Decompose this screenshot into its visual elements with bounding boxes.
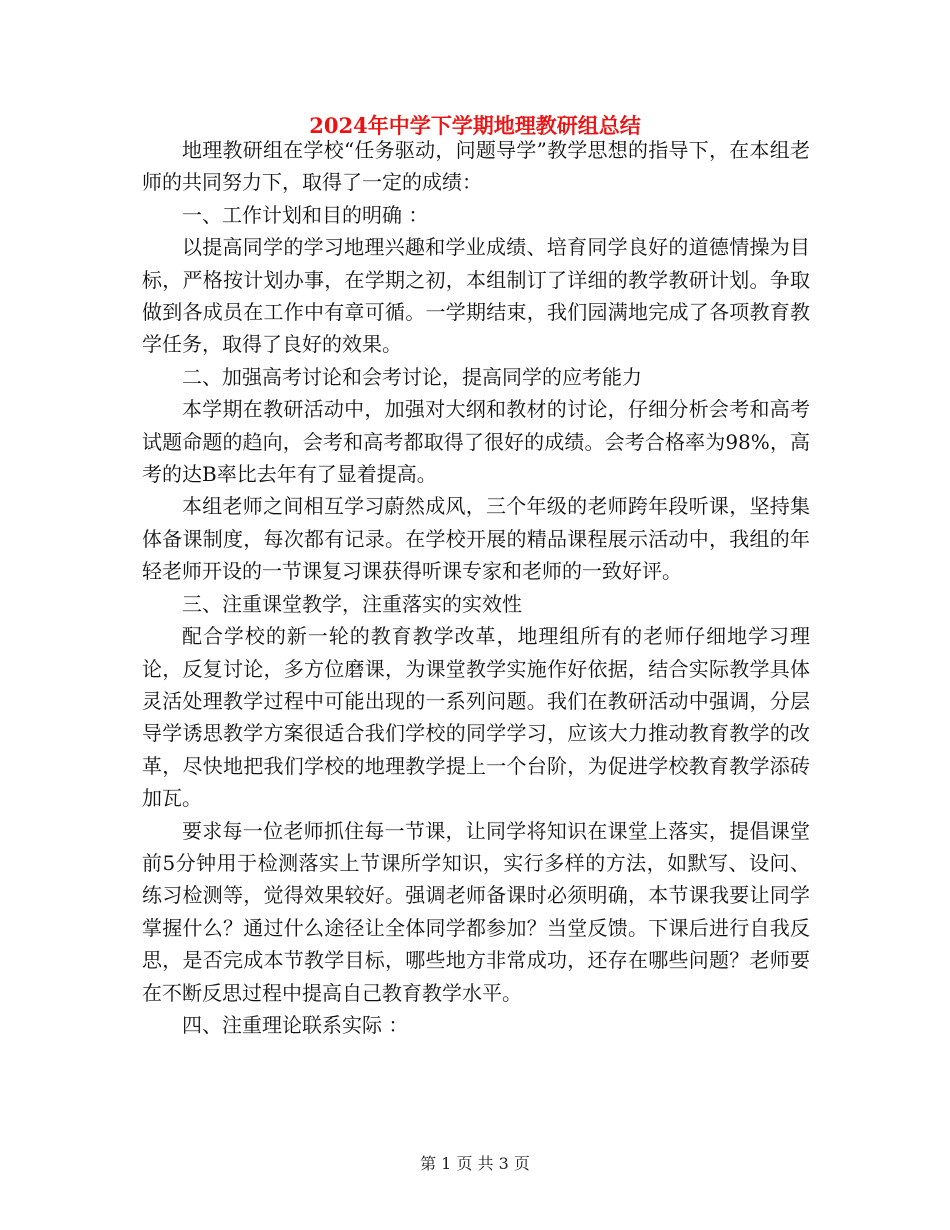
document-body [142,134,810,1041]
section-2-paragraph-1: 本学期在教研活动中，加强对大纲和教材的讨论，仔细分析会考和高考试题命题的趋向，会考和高考都取得了很好的成绩。会考合格率为98%，高考的达B率比去年有了显着提高。 [142,397,810,487]
section-heading-4: 四、注重理论联系实际 ： [182,1012,409,1037]
intro-paragraph: 地理教研组在学校“任务驱动，问题导学”教学思想的指导下，在本组老师的共同努力下，取得了一定的成绩： [142,138,810,195]
section-heading-1: 一、工作计划和目的明确 ： [182,202,429,227]
section-3-paragraph-1: 配合学校的新一轮的教育教学改革，地理组所有的老师仔细地学习理论，反复讨论，多方位磨课，为课堂教学实施作好依据，结合实际教学具体灵活处理教学过程中可能出现的一系列问题。我们在教研活动中强调，分层导学诱思教学方案很适合我们学校的同学学习，应该大力推动教育教学的改革，尽快地把我们学校的地理教学提上一个台阶，为促进学校教育教学添砖加瓦。 [142,624,810,811]
section-heading-2: 二、加强高考讨论和会考讨论，提高同学的应考能力 [182,364,642,389]
document-title: 2024年中学下学期地理教研组总结 [309,113,641,138]
section-1-paragraph: 以提高同学的学习地理兴趣和学业成绩、培育同学良好的道德情操为目标，严格按计划办事，在学期之初，本组制订了详细的教学教研计划。争取做到各成员在工作中有章可循。一学期结束，我们园满地完成了各项教育教学任务，取得了良好的效果。 [142,235,810,357]
page-footer: 第 1 页 共 3 页 [420,1154,530,1173]
section-heading-3: 三、注重课堂教学，注重落实的实效性 [182,591,522,616]
section-3-paragraph-2: 要求每一位老师抓住每一节课，让同学将知识在课堂上落实，提倡课堂前5分钟用于检测落实上节课所学知识，实行多样的方法，如默写、设问、练习检测等，觉得效果较好。强调老师备课时必须明确，本节课我要让同学掌握什么？通过什么途径让全体同学都参加？当堂反馈。下课后进行自我反思，是否完成本节教学目标，哪些地方非常成功，还存在哪些问题？老师要在不断反思过程中提高自己教育教学水平。 [142,818,810,1005]
section-2-paragraph-2: 本组老师之间相互学习蔚然成风，三个年级的老师跨年段听课，坚持集体备课制度，每次都有记录。在学校开展的精品课程展示活动中，我组的年轻老师开设的一节课复习课获得听课专家和老师的一致好评。 [142,494,810,584]
